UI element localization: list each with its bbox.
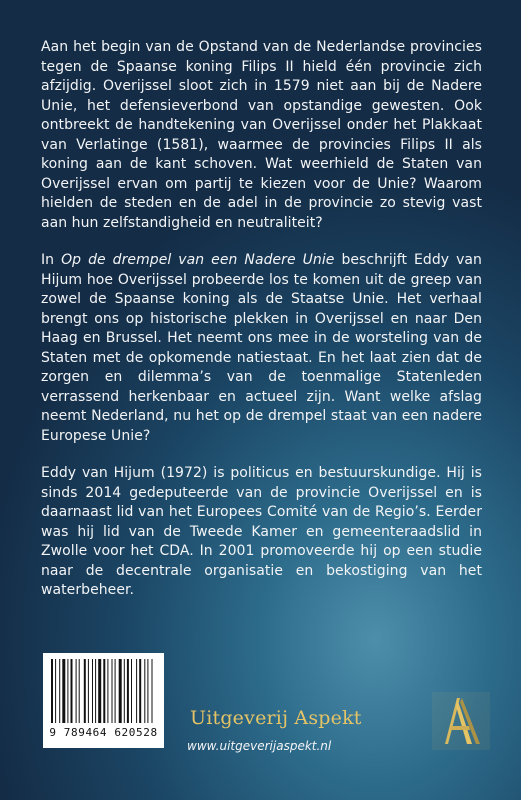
isbn-barcode <box>43 653 164 748</box>
paragraph-author-bio <box>41 464 482 601</box>
paragraph-summary <box>41 251 482 446</box>
isbn-number: 9 789464 620528 <box>49 726 158 739</box>
publisher-website: www.uitgeverijaspekt.nl <box>187 739 332 753</box>
back-cover-text <box>41 38 482 619</box>
paragraph-intro-text: Aan het begin van de Opstand van de Nederlandse provincies tegen de Spaanse koning Filips II hield één provincie zich afzijdig. Overijssel sloot zich in 1579 niet aan bij de Nadere Unie, het defensieverbond van opstandige gewesten. Ook ontbreekt de handtekening van Overijssel onder het Plakkaat van Verlatinge (1581), waarmee de provincies Filips II als koning aan de kant schoven. Wat weerhield de Staten van Overijssel ervan om partij te kiezen voor de Unie? Waarom hielden de steden en de adel in de provincie zo stevig vast aan hun zelfstandigheid en neutraliteit? <box>41 39 482 231</box>
book-title-italic: Op de drempel van een Nadere Unie <box>61 252 335 268</box>
paragraph-summary-lead: In <box>41 252 62 268</box>
publisher-name: Uitgeverij Aspekt <box>190 707 362 729</box>
paragraph-author-bio-text: Eddy van Hijum (1972) is politicus en bestuurskundige. Hij is sinds 2014 gedeputeerde van de provincie Overijssel en is daarnaast lid van het Europees Comité van de Regio’s. Eerder was hij lid van de Tweede Kamer en gemeenteraadslid in Zwolle voor het CDA. In 2001 promoveerde hij op een studie naar de decentrale organisatie en bekostiging van het waterbeheer. <box>41 465 482 598</box>
paragraph-intro <box>41 38 482 233</box>
barcode-bars <box>49 659 158 723</box>
paragraph-summary-text: beschrijft Eddy van Hijum hoe Overijssel probeerde los te komen uit de greep van zowel de Spaanse koning als de Staatse Unie. Het verhaal brengt ons op historische plekken in Overijssel en naar Den Haag en Brussel. Het neemt ons mee in de worsteling van de Staten met de opkomende natiestaat. En het laat zien dat de zorgen en dilemma’s van de toenmalige Statenleden verrassend herkenbaar en actueel zijn. Want welke afslag neemt Nederland, nu het op de drempel staat van een nadere Europese Unie? <box>41 252 482 444</box>
aspekt-logo-icon <box>432 692 490 750</box>
